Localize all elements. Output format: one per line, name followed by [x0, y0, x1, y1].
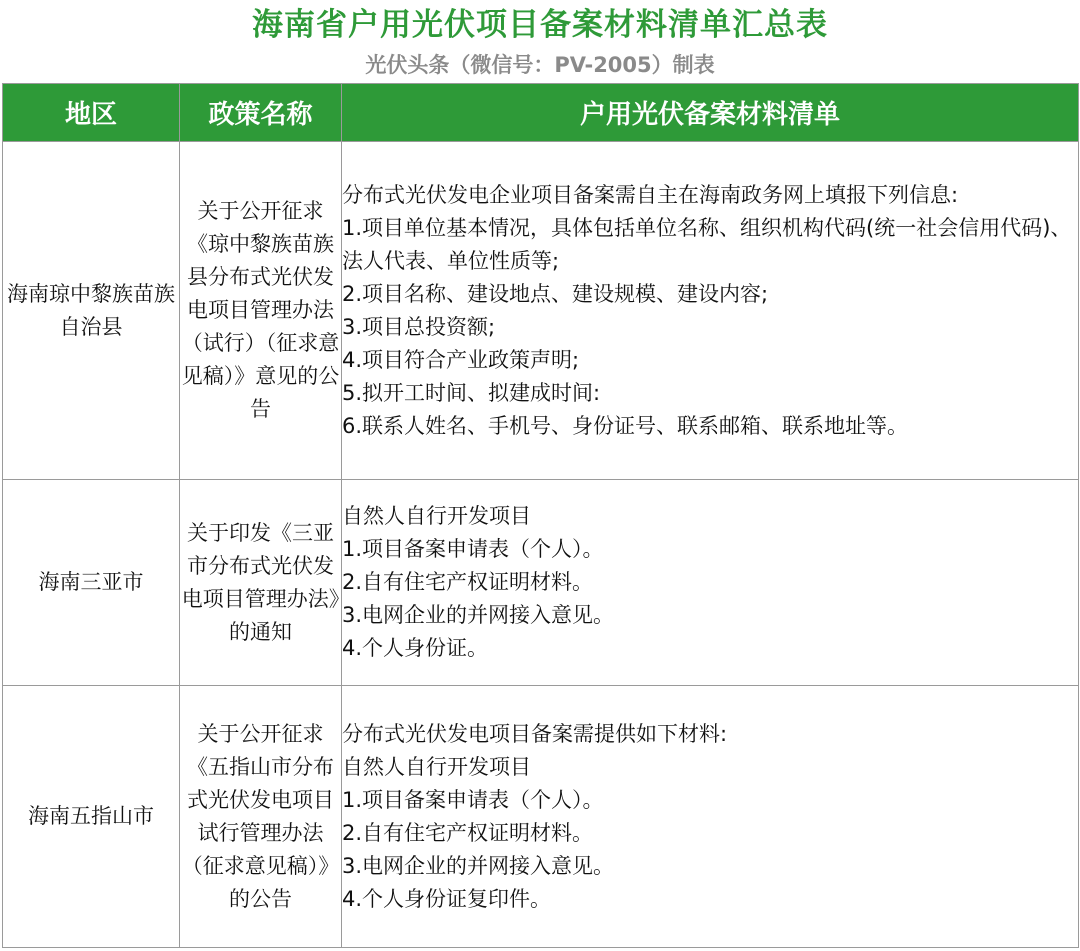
table-row	[3, 686, 1079, 948]
materials-item: 1.项目单位基本情况，具体包括单位名称、组织机构代码(统一社会信用代码)、法人代表、单位性质等;	[342, 215, 1072, 273]
materials-cell	[342, 480, 1079, 686]
policy-cell: 关于公开征求《五指山市分布式光伏发电项目试行管理办法（征求意见稿）》的公告	[180, 686, 342, 948]
materials-item: 1.项目备案申请表（个人）。	[342, 787, 604, 812]
table-header-row	[3, 84, 1079, 142]
page-title: 海南省户用光伏项目备案材料清单汇总表	[252, 7, 828, 43]
summary-table	[2, 83, 1079, 948]
materials-item: 分布式光伏发电企业项目备案需自主在海南政务网上填报下列信息:	[342, 182, 959, 207]
materials-cell	[342, 686, 1079, 948]
table-row	[3, 142, 1079, 480]
materials-item: 2.自有住宅产权证明材料。	[342, 570, 594, 594]
table-row	[3, 480, 1079, 686]
materials-item: 2.自有住宅产权证明材料。	[342, 820, 594, 845]
materials-item: 4.项目符合产业政策声明;	[342, 347, 580, 372]
materials-item: 分布式光伏发电项目备案需提供如下材料:	[342, 721, 728, 746]
materials-item: 自然人自行开发项目	[342, 754, 531, 779]
policy-cell: 关于公开征求《琼中黎族苗族县分布式光伏发电项目管理办法（试行）（征求意见稿）》意见的公告	[180, 142, 342, 480]
column-header-policy: 政策名称	[180, 84, 342, 142]
materials-item: 1.项目备案申请表（个人）。	[342, 537, 604, 561]
materials-cell	[342, 142, 1079, 480]
materials-item: 4.个人身份证。	[342, 636, 489, 660]
materials-item: 6.联系人姓名、手机号、身份证号、联系邮箱、联系地址等。	[342, 413, 909, 438]
materials-item: 自然人自行开发项目	[342, 504, 531, 528]
materials-item: 2.项目名称、建设地点、建设规模、建设内容;	[342, 281, 769, 306]
region-cell: 海南五指山市	[3, 686, 180, 948]
materials-item: 3.项目总投资额;	[342, 314, 496, 339]
materials-item: 5.拟开工时间、拟建成时间:	[342, 380, 601, 405]
materials-item: 4.个人身份证复印件。	[342, 886, 552, 911]
page-subtitle: 光伏头条（微信号：PV-2005）制表	[365, 53, 715, 77]
policy-cell: 关于印发《三亚市分布式光伏发电项目管理办法》的通知	[180, 480, 342, 686]
materials-item: 3.电网企业的并网接入意见。	[342, 603, 615, 627]
region-cell: 海南三亚市	[3, 480, 180, 686]
region-cell: 海南琼中黎族苗族自治县	[3, 142, 180, 480]
materials-item: 3.电网企业的并网接入意见。	[342, 853, 615, 878]
column-header-materials: 户用光伏备案材料清单	[342, 84, 1079, 142]
column-header-region: 地区	[3, 84, 180, 142]
